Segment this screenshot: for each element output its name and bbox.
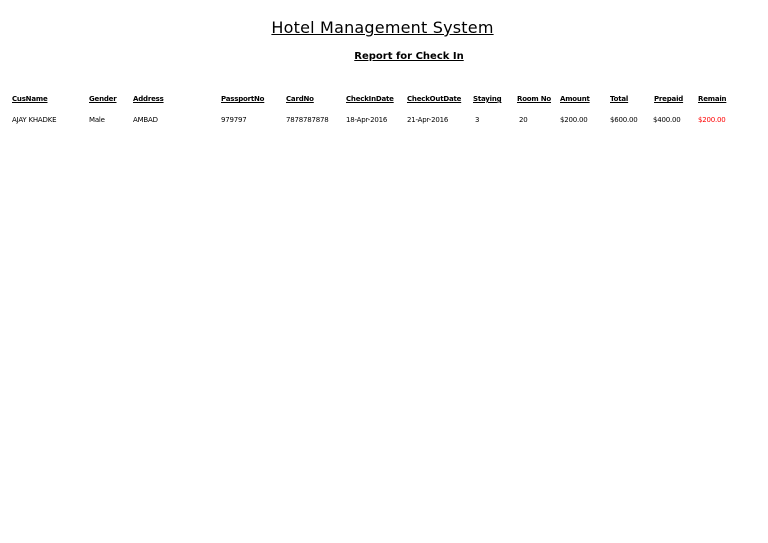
column-header-total: Total	[610, 95, 629, 103]
column-header-checkindate: CheckInDate	[346, 95, 394, 103]
column-header-gender: Gender	[89, 95, 117, 103]
table-row	[0, 114, 768, 126]
column-header-cusname: CusName	[12, 95, 48, 103]
column-header-remain: Remain	[698, 95, 727, 103]
cell-room-no: 20	[519, 116, 528, 124]
cell-cardno: 7878787878	[286, 116, 329, 124]
column-header-passportno: PassportNo	[221, 95, 265, 103]
column-header-prepaid: Prepaid	[654, 95, 684, 103]
table-header-row	[0, 93, 768, 105]
column-header-staying: Staying	[473, 95, 502, 103]
cell-prepaid: $400.00	[653, 116, 681, 124]
cell-passportno: 979797	[221, 116, 247, 124]
report-subtitle: Report for Check In	[354, 51, 464, 62]
cell-checkindate: 18-Apr-2016	[346, 116, 388, 124]
column-header-amount: Amount	[560, 95, 590, 103]
cell-amount: $200.00	[560, 116, 588, 124]
cell-gender: Male	[89, 116, 105, 124]
cell-staying: 3	[475, 116, 480, 124]
cell-remain: $200.00	[698, 116, 726, 124]
cell-checkoutdate: 21-Apr-2016	[407, 116, 449, 124]
column-header-cardno: CardNo	[286, 95, 314, 103]
cell-total: $600.00	[610, 116, 638, 124]
report-title: Hotel Management System	[271, 18, 494, 37]
column-header-room-no: Room No	[517, 95, 552, 103]
column-header-address: Address	[133, 95, 164, 103]
column-header-checkoutdate: CheckOutDate	[407, 95, 462, 103]
cell-address: AMBAD	[133, 116, 158, 124]
cell-cusname: AJAY KHADKE	[12, 116, 57, 124]
